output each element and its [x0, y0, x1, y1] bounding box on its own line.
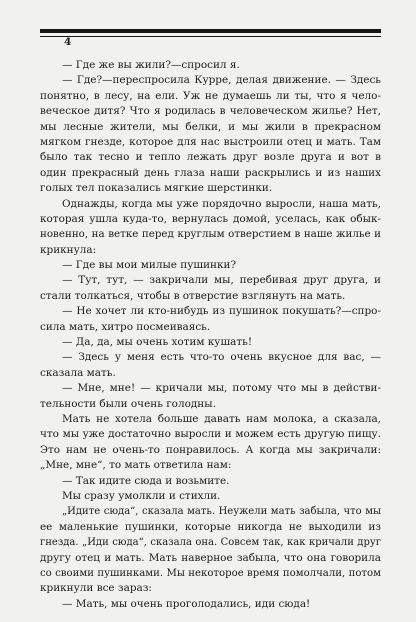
- text-line: один прекрасный день глаза наши раскрылись и из наших: [40, 166, 381, 179]
- text-line: тельности были очень голодны.: [40, 397, 216, 410]
- text-line: что мы уже достаточно выросли и можем есть другую пищу.: [40, 428, 381, 441]
- page-number: 4: [64, 36, 72, 48]
- text-line: ее маленькие пушинки, которые никогда не выходили из: [40, 520, 381, 533]
- text-line: веческое дитя? Что я родилась в человеческом жилье? Нет,: [40, 105, 381, 118]
- body-text: [40, 58, 381, 612]
- text-line: новенно, на ветке перед круглым отверстием в наше жилье и: [40, 228, 381, 241]
- text-line: „Мне, мне“, то мать ответила нам:: [40, 459, 232, 472]
- text-line: стали толкаться, чтобы в отверстие взглянуть на мать.: [40, 289, 346, 302]
- text-line: было так тесно и тепло лежать друг возле друга и вот в: [40, 151, 381, 164]
- text-line: мягком гнезде, которое для нас выстроили отец и мать. Там: [40, 135, 381, 148]
- text-line: — Где?—переспросила Курре, делая движение. — Здесь: [62, 74, 381, 87]
- text-line: Это нам не очень-то понравилось. А когда мы закричали:: [40, 443, 381, 456]
- text-line: со своими пушинками. Мы некоторое время помолчали, потом: [40, 567, 381, 579]
- text-line: — Да, да, мы очень хотим кушать!: [62, 336, 253, 349]
- text-line: Однажды, когда мы уже порядочно выросли, наша мать,: [62, 197, 381, 210]
- text-line: — Не хочет ли кто-нибудь из пушинок покушать?—спро-: [62, 305, 381, 318]
- text-line: мы лесные жители, мы белки, и мы жили в прекрасном: [40, 120, 381, 133]
- text-line: — Где вы мои милые пушинки?: [62, 259, 237, 272]
- text-line: Мы сразу умолкли и стихли.: [62, 489, 221, 502]
- text-line: сказала мать.: [40, 366, 116, 379]
- text-line: другу отец и мать. Мать наверное забыла, что она говорила: [40, 551, 381, 564]
- text-line: — Здесь у меня есть что-то очень вкусное для вас, —: [62, 351, 381, 364]
- text-line: — Так идите сюда и возьмите.: [62, 474, 230, 487]
- text-line: голых тел показались мягкие шерстинки.: [40, 182, 273, 195]
- text-line: — Мне, мне! — кричали мы, потому что мы в действи-: [62, 382, 381, 395]
- text-line: гнезда. „Иди сюда“, сказала она. Совсем так, как кричали друг: [40, 537, 381, 549]
- text-line: крикнули все зараз:: [40, 582, 152, 595]
- text-line: Мать не хотела больше давать нам молока, а сказала,: [62, 412, 381, 425]
- text-line: сила мать, хитро посмеиваясь.: [40, 320, 211, 333]
- text-line: — Тут, тут, — закричали мы, перебивая друг друга, и: [62, 274, 381, 287]
- text-line: — Мать, мы очень проголодались, иди сюда!: [62, 597, 311, 610]
- text-line: крикнула:: [40, 243, 97, 256]
- text-line: которая ушла куда-то, вернулась домой, уселась, как обык-: [40, 212, 381, 225]
- header-rule-thick: [40, 29, 381, 33]
- header-rule-thin: [40, 36, 381, 37]
- text-line: — Где же вы жили?—спросил я.: [62, 59, 240, 71]
- text-line: понятно, в лесу, на ели. Уж не думаешь ли ты, что я чело-: [40, 89, 381, 102]
- text-line: „Идите сюда“, сказала мать. Неужели мать забыла, что мы: [62, 506, 381, 518]
